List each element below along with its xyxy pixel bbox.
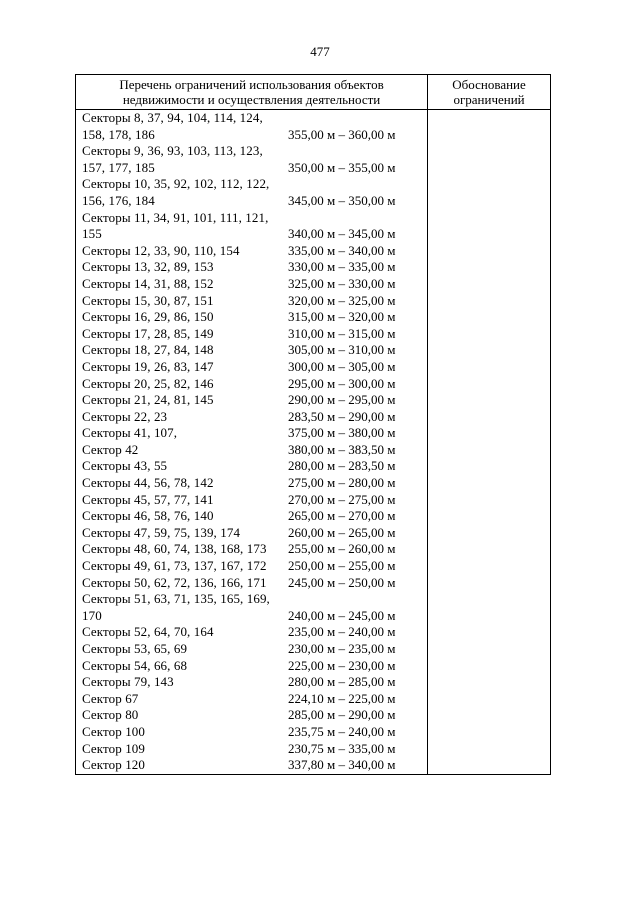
table-row [76, 525, 427, 542]
height-range: 380,00 м – 383,50 м [288, 441, 396, 457]
table-row [76, 409, 427, 426]
table-row [76, 293, 427, 310]
table-header-row [76, 75, 551, 110]
header-restrictions-list: Перечень ограничений использования объектов недвижимости и осуществления деятельности [76, 75, 428, 110]
table-row [76, 110, 427, 143]
height-range: 340,00 м – 345,00 м [288, 226, 396, 242]
table-row [76, 707, 427, 724]
table-row [76, 691, 427, 708]
table-row [76, 176, 427, 209]
height-range: 280,00 м – 283,50 м [288, 458, 396, 474]
height-range: 280,00 м – 285,00 м [288, 674, 396, 690]
height-range: 305,00 м – 310,00 м [288, 342, 396, 358]
height-range: 350,00 м – 355,00 м [288, 159, 396, 175]
sector-label: Секторы 10, 35, 92, 102, 112, 122, 156, 176, 184 [82, 176, 270, 208]
sector-label: Секторы 54, 66, 68 [82, 657, 188, 673]
sector-label: Секторы 12, 33, 90, 110, 154 [82, 242, 240, 258]
height-range: 260,00 м – 265,00 м [288, 524, 396, 540]
sector-label: Секторы 17, 28, 85, 149 [82, 325, 214, 341]
table-row [76, 210, 427, 243]
height-range: 230,75 м – 335,00 м [288, 740, 396, 756]
sector-label: Секторы 11, 34, 91, 101, 111, 121, 155 [82, 209, 269, 242]
height-range: 337,80 м – 340,00 м [288, 757, 396, 773]
page-number: 477 [310, 44, 330, 59]
sector-label: Секторы 79, 143 [82, 674, 174, 690]
sector-label: Секторы 22, 23 [82, 408, 168, 424]
height-range: 225,00 м – 230,00 м [288, 657, 396, 673]
sector-label: Секторы 18, 27, 84, 148 [82, 342, 214, 358]
sector-label: Секторы 9, 36, 93, 103, 113, 123, 157, 177, 185 [82, 143, 263, 175]
height-range: 295,00 м – 300,00 м [288, 375, 396, 391]
height-range: 240,00 м – 245,00 м [288, 607, 396, 623]
table-row [76, 541, 427, 558]
sector-label: Секторы 16, 29, 86, 150 [82, 309, 214, 325]
sector-label: Секторы 46, 58, 76, 140 [82, 508, 214, 524]
sector-label: Секторы 50, 62, 72, 136, 166, 171 [82, 574, 267, 590]
height-range: 235,00 м – 240,00 м [288, 624, 396, 640]
table-row [76, 591, 427, 624]
sector-label: Секторы 14, 31, 88, 152 [82, 275, 214, 291]
height-range: 245,00 м – 250,00 м [288, 574, 396, 590]
height-range: 275,00 м – 280,00 м [288, 475, 396, 491]
table-row [76, 475, 427, 492]
table-row [76, 309, 427, 326]
sector-label: Сектор 80 [82, 707, 139, 723]
height-range: 270,00 м – 275,00 м [288, 491, 396, 507]
restrictions-table [75, 74, 551, 775]
height-range: 255,00 м – 260,00 м [288, 541, 396, 557]
height-range: 300,00 м – 305,00 м [288, 358, 396, 374]
height-range: 320,00 м – 325,00 м [288, 292, 396, 308]
table-row [76, 741, 427, 758]
table-row [76, 508, 427, 525]
sector-label: Секторы 49, 61, 73, 137, 167, 172 [82, 558, 267, 574]
height-range: 335,00 м – 340,00 м [288, 242, 396, 258]
sector-label: Секторы 21, 24, 81, 145 [82, 392, 214, 408]
sector-label: Сектор 42 [82, 441, 139, 457]
sector-label: Секторы 15, 30, 87, 151 [82, 292, 214, 308]
height-range: 325,00 м – 330,00 м [288, 275, 396, 291]
table-body-row [76, 110, 551, 775]
sector-label: Секторы 20, 25, 82, 146 [82, 375, 214, 391]
height-range: 375,00 м – 380,00 м [288, 425, 396, 441]
height-range: 265,00 м – 270,00 м [288, 508, 396, 524]
height-range: 283,50 м – 290,00 м [288, 408, 396, 424]
sector-label: Секторы 13, 32, 89, 153 [82, 259, 214, 275]
sector-label: Секторы 51, 63, 71, 135, 165, 169, 170 [82, 591, 270, 623]
sector-label: Секторы 19, 26, 83, 147 [82, 358, 214, 374]
sector-label: Сектор 120 [82, 757, 146, 773]
table-row [76, 442, 427, 459]
table-row [76, 425, 427, 442]
height-range: 230,00 м – 235,00 м [288, 641, 396, 656]
header-justification: Обоснование ограничений [428, 75, 551, 110]
sector-label: Секторы 41, 107, [82, 425, 178, 441]
sector-label: Сектор 100 [82, 723, 146, 739]
sector-label: Секторы 52, 64, 70, 164 [82, 624, 214, 640]
sector-label: Сектор 67 [82, 690, 139, 706]
justification-cell [428, 110, 551, 775]
table-row [76, 641, 427, 658]
table-row [76, 575, 427, 592]
height-range: 310,00 м – 315,00 м [288, 325, 396, 341]
sector-label: Секторы 8, 37, 94, 104, 114, 124, 158, 178, 186 [82, 110, 263, 142]
height-range: 330,00 м – 335,00 м [288, 259, 396, 275]
height-range: 355,00 м – 360,00 м [288, 126, 396, 142]
table-row [76, 492, 427, 509]
table-row [76, 276, 427, 293]
table-row [76, 757, 427, 774]
sector-label: Секторы 48, 60, 74, 138, 168, 173 [82, 541, 267, 557]
sector-label: Секторы 44, 56, 78, 142 [82, 475, 214, 491]
table-row [76, 624, 427, 641]
table-row [76, 359, 427, 376]
table-row [76, 674, 427, 691]
height-range: 345,00 м – 350,00 м [288, 192, 396, 208]
table-row [76, 243, 427, 260]
sector-label: Секторы 45, 57, 77, 141 [82, 491, 214, 507]
sector-label: Секторы 43, 55 [82, 458, 168, 474]
restrictions-cell [76, 110, 428, 775]
sector-label: Секторы 53, 65, 69 [82, 641, 188, 656]
table-row [76, 326, 427, 343]
table-row [76, 392, 427, 409]
height-range: 290,00 м – 295,00 м [288, 392, 396, 408]
table-row [76, 558, 427, 575]
height-range: 235,75 м – 240,00 м [288, 723, 396, 739]
sector-label: Сектор 109 [82, 740, 146, 756]
height-range: 315,00 м – 320,00 м [288, 309, 396, 325]
table-row [76, 658, 427, 675]
table-row [76, 458, 427, 475]
table-row [76, 376, 427, 393]
table-row [76, 259, 427, 276]
table-row [76, 342, 427, 359]
table-row [76, 724, 427, 741]
sector-label: Секторы 47, 59, 75, 139, 174 [82, 524, 241, 540]
height-range: 224,10 м – 225,00 м [288, 690, 396, 706]
height-range: 285,00 м – 290,00 м [288, 707, 396, 723]
table-row [76, 143, 427, 176]
height-range: 250,00 м – 255,00 м [288, 558, 396, 574]
